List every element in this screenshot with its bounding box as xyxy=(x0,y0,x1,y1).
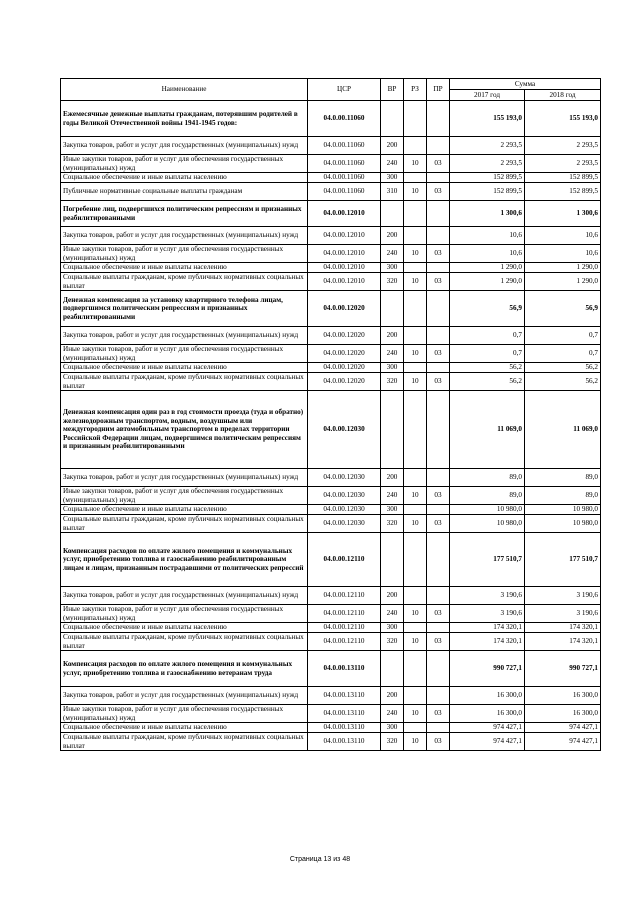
cell-vr: 300 xyxy=(381,263,404,273)
table-row xyxy=(61,723,601,733)
cell-rz xyxy=(404,201,427,227)
cell-csr: 04.0.00.13110 xyxy=(308,651,381,687)
budget-table xyxy=(60,78,601,751)
cell-vr: 310 xyxy=(381,183,404,201)
cell-pr xyxy=(427,137,450,155)
cell-rz: 10 xyxy=(404,605,427,623)
cell-sum-2017: 56,9 xyxy=(450,291,525,327)
cell-name: Закупка товаров, работ и услуг для государственных (муниципальных) нужд xyxy=(61,687,308,705)
cell-vr: 320 xyxy=(381,733,404,751)
cell-csr: 04.0.00.12020 xyxy=(308,327,381,345)
cell-vr: 240 xyxy=(381,345,404,363)
cell-pr: 03 xyxy=(427,515,450,533)
cell-name: Закупка товаров, работ и услуг для государственных (муниципальных) нужд xyxy=(61,469,308,487)
cell-csr: 04.0.00.11060 xyxy=(308,173,381,183)
cell-sum-2018: 2 293,5 xyxy=(525,155,601,173)
cell-name: Закупка товаров, работ и услуг для государственных (муниципальных) нужд xyxy=(61,587,308,605)
cell-vr xyxy=(381,291,404,327)
cell-name: Закупка товаров, работ и услуг для государственных (муниципальных) нужд xyxy=(61,227,308,245)
cell-rz xyxy=(404,687,427,705)
cell-vr: 300 xyxy=(381,173,404,183)
cell-sum-2018: 3 190,6 xyxy=(525,605,601,623)
cell-sum-2017: 1 300,6 xyxy=(450,201,525,227)
header-name: Наименование xyxy=(61,79,308,101)
table-row xyxy=(61,137,601,155)
cell-csr: 04.0.00.12030 xyxy=(308,487,381,505)
cell-pr xyxy=(427,327,450,345)
cell-csr: 04.0.00.12010 xyxy=(308,227,381,245)
table-row xyxy=(61,391,601,469)
table-row xyxy=(61,469,601,487)
cell-name: Ежемесячные денежные выплаты гражданам, потерявшим родителей в годы Великой Отечественной войны 1941-1945 годов: xyxy=(61,101,308,137)
cell-csr: 04.0.00.13110 xyxy=(308,705,381,723)
cell-pr: 03 xyxy=(427,273,450,291)
cell-csr: 04.0.00.11060 xyxy=(308,137,381,155)
cell-pr: 03 xyxy=(427,245,450,263)
cell-rz xyxy=(404,623,427,633)
cell-rz: 10 xyxy=(404,705,427,723)
cell-sum-2017: 974 427,1 xyxy=(450,733,525,751)
cell-pr xyxy=(427,227,450,245)
cell-sum-2017: 10,6 xyxy=(450,227,525,245)
cell-sum-2017: 174 320,1 xyxy=(450,623,525,633)
cell-sum-2017: 152 899,5 xyxy=(450,173,525,183)
table-row xyxy=(61,587,601,605)
cell-rz xyxy=(404,391,427,469)
table-row xyxy=(61,505,601,515)
table-row xyxy=(61,101,601,137)
cell-name: Иные закупки товаров, работ и услуг для обеспечения государственных (муниципальных) нужд xyxy=(61,705,308,723)
cell-rz: 10 xyxy=(404,273,427,291)
cell-vr: 320 xyxy=(381,373,404,391)
cell-sum-2017: 3 190,6 xyxy=(450,587,525,605)
cell-rz xyxy=(404,587,427,605)
cell-rz xyxy=(404,327,427,345)
table-row xyxy=(61,245,601,263)
cell-sum-2018: 177 510,7 xyxy=(525,533,601,587)
table-row xyxy=(61,183,601,201)
table-body xyxy=(61,101,601,751)
cell-vr xyxy=(381,651,404,687)
cell-rz xyxy=(404,263,427,273)
cell-name: Компенсация расходов по оплате жилого помещения и коммунальных услуг, приобретению топлива и газоснабжению ветеранам труда xyxy=(61,651,308,687)
budget-table-sheet xyxy=(60,78,600,751)
cell-pr xyxy=(427,363,450,373)
cell-pr: 03 xyxy=(427,487,450,505)
cell-vr xyxy=(381,391,404,469)
table-row xyxy=(61,733,601,751)
cell-vr: 200 xyxy=(381,227,404,245)
cell-csr: 04.0.00.12110 xyxy=(308,533,381,587)
cell-vr: 240 xyxy=(381,605,404,623)
cell-pr xyxy=(427,505,450,515)
page-number-footer: Страница 13 из 48 xyxy=(289,856,351,863)
cell-pr xyxy=(427,687,450,705)
cell-name: Компенсация расходов по оплате жилого помещения и коммунальных услуг, приобретению топлива и газоснабжению реабилитированным лицам и лицам, признанным пострадавшими от политических репрессий xyxy=(61,533,308,587)
cell-rz: 10 xyxy=(404,733,427,751)
cell-pr xyxy=(427,723,450,733)
cell-sum-2018: 89,0 xyxy=(525,469,601,487)
cell-sum-2018: 0,7 xyxy=(525,345,601,363)
cell-sum-2018: 11 069,0 xyxy=(525,391,601,469)
cell-csr: 04.0.00.12010 xyxy=(308,245,381,263)
cell-sum-2017: 974 427,1 xyxy=(450,723,525,733)
cell-pr xyxy=(427,173,450,183)
cell-name: Социальное обеспечение и иные выплаты населению xyxy=(61,173,308,183)
cell-sum-2017: 56,2 xyxy=(450,363,525,373)
cell-pr: 03 xyxy=(427,373,450,391)
cell-sum-2017: 177 510,7 xyxy=(450,533,525,587)
table-row xyxy=(61,327,601,345)
cell-sum-2017: 16 300,0 xyxy=(450,705,525,723)
cell-name: Закупка товаров, работ и услуг для государственных (муниципальных) нужд xyxy=(61,137,308,155)
cell-sum-2017: 0,7 xyxy=(450,327,525,345)
cell-vr xyxy=(381,101,404,137)
cell-sum-2017: 0,7 xyxy=(450,345,525,363)
cell-rz xyxy=(404,227,427,245)
cell-sum-2018: 1 290,0 xyxy=(525,273,601,291)
cell-sum-2018: 10,6 xyxy=(525,245,601,263)
cell-sum-2017: 10 980,0 xyxy=(450,515,525,533)
cell-rz: 10 xyxy=(404,633,427,651)
cell-sum-2018: 974 427,1 xyxy=(525,723,601,733)
cell-pr: 03 xyxy=(427,605,450,623)
cell-sum-2018: 16 300,0 xyxy=(525,687,601,705)
cell-sum-2018: 16 300,0 xyxy=(525,705,601,723)
cell-sum-2018: 2 293,5 xyxy=(525,137,601,155)
cell-sum-2018: 56,2 xyxy=(525,363,601,373)
cell-pr xyxy=(427,291,450,327)
cell-sum-2017: 3 190,6 xyxy=(450,605,525,623)
cell-rz: 10 xyxy=(404,345,427,363)
cell-name: Денежная компенсация один раз в год стоимости проезда (туда и обратно) железнодорожным транспортом, водным, воздушным или междугородним автомобильным транспортом в пределах территории Российской Федерации лицам, подвергшимся политическим репрессиям и признанным реабилитированными xyxy=(61,391,308,469)
cell-csr: 04.0.00.12110 xyxy=(308,605,381,623)
cell-vr: 320 xyxy=(381,633,404,651)
cell-rz: 10 xyxy=(404,373,427,391)
cell-csr: 04.0.00.12030 xyxy=(308,515,381,533)
cell-rz: 10 xyxy=(404,245,427,263)
cell-pr: 03 xyxy=(427,705,450,723)
cell-name: Иные закупки товаров, работ и услуг для обеспечения государственных (муниципальных) нужд xyxy=(61,345,308,363)
table-row xyxy=(61,373,601,391)
cell-pr xyxy=(427,651,450,687)
cell-rz: 10 xyxy=(404,487,427,505)
table-row xyxy=(61,173,601,183)
cell-csr: 04.0.00.12010 xyxy=(308,273,381,291)
cell-rz xyxy=(404,505,427,515)
cell-name: Социальное обеспечение и иные выплаты населению xyxy=(61,723,308,733)
cell-csr: 04.0.00.12020 xyxy=(308,363,381,373)
table-row xyxy=(61,345,601,363)
cell-sum-2017: 2 293,5 xyxy=(450,155,525,173)
cell-sum-2018: 174 320,1 xyxy=(525,623,601,633)
cell-sum-2018: 974 427,1 xyxy=(525,733,601,751)
cell-sum-2017: 990 727,1 xyxy=(450,651,525,687)
header-vr: ВР xyxy=(381,79,404,101)
cell-name: Публичные нормативные социальные выплаты гражданам xyxy=(61,183,308,201)
cell-csr: 04.0.00.11060 xyxy=(308,155,381,173)
cell-vr: 240 xyxy=(381,487,404,505)
cell-name: Иные закупки товаров, работ и услуг для обеспечения государственных (муниципальных) нужд xyxy=(61,605,308,623)
cell-sum-2018: 10,6 xyxy=(525,227,601,245)
cell-csr: 04.0.00.13110 xyxy=(308,687,381,705)
cell-vr: 240 xyxy=(381,245,404,263)
cell-pr: 03 xyxy=(427,633,450,651)
cell-sum-2018: 152 899,5 xyxy=(525,183,601,201)
cell-rz: 10 xyxy=(404,155,427,173)
cell-rz xyxy=(404,651,427,687)
cell-pr: 03 xyxy=(427,155,450,173)
cell-name: Иные закупки товаров, работ и услуг для обеспечения государственных (муниципальных) нужд xyxy=(61,487,308,505)
cell-name: Социальные выплаты гражданам, кроме публичных нормативных социальных выплат xyxy=(61,373,308,391)
cell-name: Социальные выплаты гражданам, кроме публичных нормативных социальных выплат xyxy=(61,733,308,751)
cell-pr xyxy=(427,533,450,587)
cell-rz xyxy=(404,533,427,587)
cell-vr: 320 xyxy=(381,515,404,533)
cell-sum-2018: 3 190,6 xyxy=(525,587,601,605)
cell-sum-2017: 89,0 xyxy=(450,487,525,505)
cell-pr xyxy=(427,469,450,487)
cell-csr: 04.0.00.13110 xyxy=(308,733,381,751)
table-row xyxy=(61,227,601,245)
cell-name: Социальное обеспечение и иные выплаты населению xyxy=(61,505,308,515)
header-sum: Сумма xyxy=(450,79,601,90)
cell-vr: 200 xyxy=(381,687,404,705)
cell-vr: 320 xyxy=(381,273,404,291)
cell-name: Иные закупки товаров, работ и услуг для обеспечения государственных (муниципальных) нужд xyxy=(61,155,308,173)
cell-csr: 04.0.00.12020 xyxy=(308,291,381,327)
cell-pr: 03 xyxy=(427,183,450,201)
cell-sum-2018: 990 727,1 xyxy=(525,651,601,687)
cell-rz xyxy=(404,291,427,327)
cell-sum-2017: 10,6 xyxy=(450,245,525,263)
cell-sum-2018: 56,9 xyxy=(525,291,601,327)
cell-vr: 200 xyxy=(381,327,404,345)
cell-rz xyxy=(404,173,427,183)
cell-name: Закупка товаров, работ и услуг для государственных (муниципальных) нужд xyxy=(61,327,308,345)
cell-vr: 240 xyxy=(381,705,404,723)
cell-name: Денежная компенсация за установку квартирного телефона лицам, подвергшимся политическим репрессиям и признанных реабилитированными xyxy=(61,291,308,327)
table-row xyxy=(61,515,601,533)
cell-sum-2017: 1 290,0 xyxy=(450,273,525,291)
header-csr: ЦСР xyxy=(308,79,381,101)
cell-csr: 04.0.00.12010 xyxy=(308,263,381,273)
table-row xyxy=(61,651,601,687)
cell-sum-2018: 10 980,0 xyxy=(525,505,601,515)
cell-csr: 04.0.00.11060 xyxy=(308,101,381,137)
cell-rz xyxy=(404,723,427,733)
cell-vr: 200 xyxy=(381,137,404,155)
cell-rz: 10 xyxy=(404,515,427,533)
cell-sum-2018: 152 899,5 xyxy=(525,173,601,183)
cell-name: Социальные выплаты гражданам, кроме публичных нормативных социальных выплат xyxy=(61,515,308,533)
cell-name: Социальное обеспечение и иные выплаты населению xyxy=(61,623,308,633)
cell-sum-2017: 174 320,1 xyxy=(450,633,525,651)
table-row xyxy=(61,633,601,651)
cell-sum-2017: 11 069,0 xyxy=(450,391,525,469)
cell-name: Социальные выплаты гражданам, кроме публичных нормативных социальных выплат xyxy=(61,633,308,651)
cell-vr: 300 xyxy=(381,623,404,633)
header-year-2017: 2017 год xyxy=(450,90,525,101)
cell-vr: 300 xyxy=(381,505,404,515)
cell-sum-2018: 89,0 xyxy=(525,487,601,505)
cell-name: Иные закупки товаров, работ и услуг для обеспечения государственных (муниципальных) нужд xyxy=(61,245,308,263)
cell-pr xyxy=(427,587,450,605)
cell-csr: 04.0.00.12030 xyxy=(308,391,381,469)
cell-sum-2018: 10 980,0 xyxy=(525,515,601,533)
cell-name: Погребение лиц, подвергшихся политическим репрессиям и признанных реабилитированными xyxy=(61,201,308,227)
table-row xyxy=(61,363,601,373)
cell-rz xyxy=(404,469,427,487)
cell-csr: 04.0.00.12110 xyxy=(308,587,381,605)
cell-name: Социальные выплаты гражданам, кроме публичных нормативных социальных выплат xyxy=(61,273,308,291)
cell-vr: 200 xyxy=(381,587,404,605)
cell-pr xyxy=(427,263,450,273)
cell-sum-2018: 56,2 xyxy=(525,373,601,391)
cell-csr: 04.0.00.12010 xyxy=(308,201,381,227)
cell-sum-2017: 10 980,0 xyxy=(450,505,525,515)
table-row xyxy=(61,201,601,227)
cell-sum-2017: 16 300,0 xyxy=(450,687,525,705)
cell-csr: 04.0.00.12030 xyxy=(308,469,381,487)
table-row xyxy=(61,687,601,705)
cell-csr: 04.0.00.12020 xyxy=(308,345,381,363)
table-header xyxy=(61,79,601,101)
cell-vr xyxy=(381,533,404,587)
cell-pr xyxy=(427,201,450,227)
cell-sum-2018: 0,7 xyxy=(525,327,601,345)
table-row xyxy=(61,263,601,273)
cell-vr xyxy=(381,201,404,227)
cell-csr: 04.0.00.12030 xyxy=(308,505,381,515)
cell-sum-2018: 174 320,1 xyxy=(525,633,601,651)
cell-name: Социальное обеспечение и иные выплаты населению xyxy=(61,363,308,373)
table-row xyxy=(61,705,601,723)
cell-vr: 240 xyxy=(381,155,404,173)
table-row xyxy=(61,291,601,327)
table-row xyxy=(61,533,601,587)
header-rz: РЗ xyxy=(404,79,427,101)
cell-rz xyxy=(404,363,427,373)
header-pr: ПР xyxy=(427,79,450,101)
cell-pr: 03 xyxy=(427,345,450,363)
cell-sum-2017: 89,0 xyxy=(450,469,525,487)
cell-pr xyxy=(427,623,450,633)
cell-csr: 04.0.00.12020 xyxy=(308,373,381,391)
cell-sum-2017: 152 899,5 xyxy=(450,183,525,201)
header-year-2018: 2018 год xyxy=(525,90,601,101)
cell-sum-2017: 2 293,5 xyxy=(450,137,525,155)
cell-rz xyxy=(404,137,427,155)
cell-pr: 03 xyxy=(427,733,450,751)
cell-pr xyxy=(427,391,450,469)
cell-csr: 04.0.00.12110 xyxy=(308,623,381,633)
table-row xyxy=(61,273,601,291)
cell-name: Социальное обеспечение и иные выплаты населению xyxy=(61,263,308,273)
cell-csr: 04.0.00.11060 xyxy=(308,183,381,201)
cell-sum-2017: 56,2 xyxy=(450,373,525,391)
table-row xyxy=(61,155,601,173)
cell-pr xyxy=(427,101,450,137)
cell-sum-2017: 1 290,0 xyxy=(450,263,525,273)
cell-sum-2018: 155 193,0 xyxy=(525,101,601,137)
table-row xyxy=(61,605,601,623)
table-row xyxy=(61,487,601,505)
cell-sum-2018: 1 290,0 xyxy=(525,263,601,273)
cell-csr: 04.0.00.13110 xyxy=(308,723,381,733)
cell-sum-2018: 1 300,6 xyxy=(525,201,601,227)
cell-vr: 200 xyxy=(381,469,404,487)
cell-sum-2017: 155 193,0 xyxy=(450,101,525,137)
cell-vr: 300 xyxy=(381,723,404,733)
cell-csr: 04.0.00.12110 xyxy=(308,633,381,651)
cell-vr: 300 xyxy=(381,363,404,373)
cell-rz: 10 xyxy=(404,183,427,201)
cell-rz xyxy=(404,101,427,137)
table-row xyxy=(61,623,601,633)
